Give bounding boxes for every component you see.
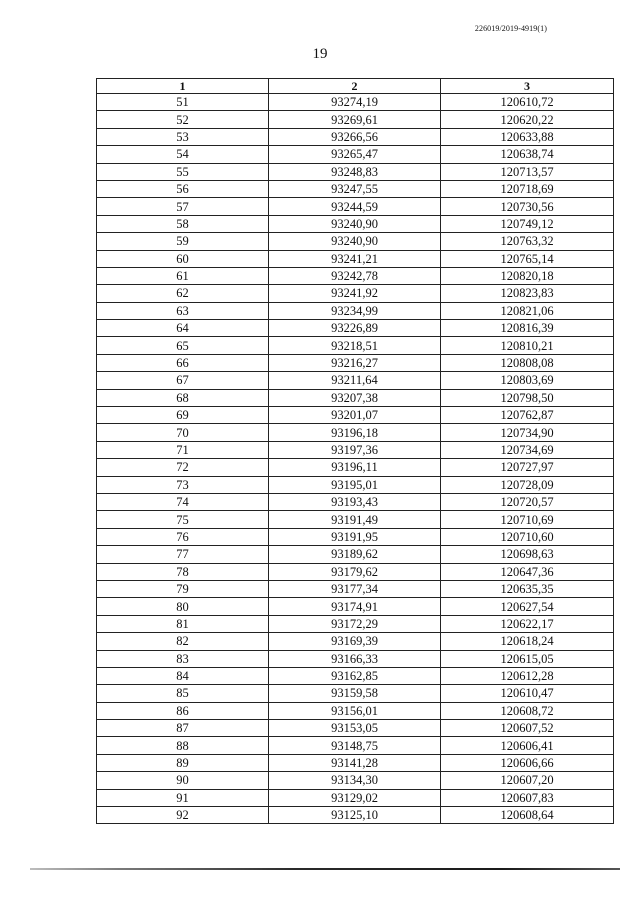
y-coordinate-cell: 120635,35 xyxy=(441,580,614,597)
y-coordinate-cell: 120607,20 xyxy=(441,772,614,789)
x-coordinate-cell: 93216,27 xyxy=(269,354,441,371)
y-coordinate-cell: 120727,97 xyxy=(441,459,614,476)
x-coordinate-cell: 93241,92 xyxy=(269,285,441,302)
x-coordinate-cell: 93172,29 xyxy=(269,615,441,632)
table-header xyxy=(97,79,614,94)
column-header-1: 1 xyxy=(97,79,269,94)
table-row xyxy=(97,302,614,319)
point-number-cell: 60 xyxy=(97,250,269,267)
point-number-cell: 54 xyxy=(97,146,269,163)
y-coordinate-cell: 120728,09 xyxy=(441,476,614,493)
table-row xyxy=(97,789,614,806)
table-row xyxy=(97,180,614,197)
y-coordinate-cell: 120803,69 xyxy=(441,372,614,389)
x-coordinate-cell: 93266,56 xyxy=(269,128,441,145)
y-coordinate-cell: 120816,39 xyxy=(441,320,614,337)
table-row xyxy=(97,720,614,737)
point-number-cell: 76 xyxy=(97,528,269,545)
point-number-cell: 64 xyxy=(97,320,269,337)
x-coordinate-cell: 93189,62 xyxy=(269,546,441,563)
y-coordinate-cell: 120612,28 xyxy=(441,667,614,684)
table-row xyxy=(97,250,614,267)
x-coordinate-cell: 93166,33 xyxy=(269,650,441,667)
point-number-cell: 77 xyxy=(97,546,269,563)
y-coordinate-cell: 120718,69 xyxy=(441,180,614,197)
y-coordinate-cell: 120698,63 xyxy=(441,546,614,563)
point-number-cell: 70 xyxy=(97,424,269,441)
y-coordinate-cell: 120606,66 xyxy=(441,754,614,771)
table-row xyxy=(97,94,614,111)
x-coordinate-cell: 93193,43 xyxy=(269,493,441,510)
table-row xyxy=(97,372,614,389)
y-coordinate-cell: 120798,50 xyxy=(441,389,614,406)
table-row xyxy=(97,407,614,424)
document-number: 226019/2019-4919(1) xyxy=(474,24,547,33)
x-coordinate-cell: 93141,28 xyxy=(269,754,441,771)
coordinates-table xyxy=(96,78,614,824)
point-number-cell: 83 xyxy=(97,650,269,667)
point-number-cell: 87 xyxy=(97,720,269,737)
table-row xyxy=(97,441,614,458)
table-row xyxy=(97,546,614,563)
table-row xyxy=(97,650,614,667)
x-coordinate-cell: 93191,95 xyxy=(269,528,441,545)
column-header-2: 2 xyxy=(269,79,441,94)
point-number-cell: 84 xyxy=(97,667,269,684)
x-coordinate-cell: 93244,59 xyxy=(269,198,441,215)
y-coordinate-cell: 120808,08 xyxy=(441,354,614,371)
y-coordinate-cell: 120627,54 xyxy=(441,598,614,615)
table-row xyxy=(97,111,614,128)
point-number-cell: 51 xyxy=(97,94,269,111)
table-row xyxy=(97,772,614,789)
table-row xyxy=(97,163,614,180)
table-row xyxy=(97,267,614,284)
point-number-cell: 55 xyxy=(97,163,269,180)
point-number-cell: 57 xyxy=(97,198,269,215)
table-body xyxy=(97,94,614,824)
table-row xyxy=(97,459,614,476)
x-coordinate-cell: 93241,21 xyxy=(269,250,441,267)
y-coordinate-cell: 120730,56 xyxy=(441,198,614,215)
table-row xyxy=(97,511,614,528)
point-number-cell: 75 xyxy=(97,511,269,528)
y-coordinate-cell: 120618,24 xyxy=(441,633,614,650)
y-coordinate-cell: 120823,83 xyxy=(441,285,614,302)
point-number-cell: 74 xyxy=(97,493,269,510)
table-row xyxy=(97,633,614,650)
point-number-cell: 90 xyxy=(97,772,269,789)
y-coordinate-cell: 120608,72 xyxy=(441,702,614,719)
x-coordinate-cell: 93226,89 xyxy=(269,320,441,337)
bottom-scan-rule xyxy=(30,868,620,870)
x-coordinate-cell: 93169,39 xyxy=(269,633,441,650)
x-coordinate-cell: 93153,05 xyxy=(269,720,441,737)
x-coordinate-cell: 93177,34 xyxy=(269,580,441,597)
y-coordinate-cell: 120638,74 xyxy=(441,146,614,163)
x-coordinate-cell: 93248,83 xyxy=(269,163,441,180)
x-coordinate-cell: 93179,62 xyxy=(269,563,441,580)
table-row xyxy=(97,754,614,771)
x-coordinate-cell: 93207,38 xyxy=(269,389,441,406)
x-coordinate-cell: 93242,78 xyxy=(269,267,441,284)
y-coordinate-cell: 120608,64 xyxy=(441,807,614,824)
table-header-row xyxy=(97,79,614,94)
y-coordinate-cell: 120763,32 xyxy=(441,233,614,250)
point-number-cell: 69 xyxy=(97,407,269,424)
page-number: 19 xyxy=(312,46,328,62)
x-coordinate-cell: 93174,91 xyxy=(269,598,441,615)
point-number-cell: 53 xyxy=(97,128,269,145)
point-number-cell: 67 xyxy=(97,372,269,389)
x-coordinate-cell: 93196,18 xyxy=(269,424,441,441)
point-number-cell: 89 xyxy=(97,754,269,771)
y-coordinate-cell: 120765,14 xyxy=(441,250,614,267)
y-coordinate-cell: 120749,12 xyxy=(441,215,614,232)
table-row xyxy=(97,615,614,632)
point-number-cell: 78 xyxy=(97,563,269,580)
table-row xyxy=(97,424,614,441)
x-coordinate-cell: 93134,30 xyxy=(269,772,441,789)
y-coordinate-cell: 120710,69 xyxy=(441,511,614,528)
point-number-cell: 61 xyxy=(97,267,269,284)
y-coordinate-cell: 120610,47 xyxy=(441,685,614,702)
table-row xyxy=(97,320,614,337)
table-row xyxy=(97,702,614,719)
y-coordinate-cell: 120633,88 xyxy=(441,128,614,145)
y-coordinate-cell: 120734,69 xyxy=(441,441,614,458)
x-coordinate-cell: 93211,64 xyxy=(269,372,441,389)
point-number-cell: 56 xyxy=(97,180,269,197)
point-number-cell: 65 xyxy=(97,337,269,354)
y-coordinate-cell: 120734,90 xyxy=(441,424,614,441)
x-coordinate-cell: 93269,61 xyxy=(269,111,441,128)
point-number-cell: 66 xyxy=(97,354,269,371)
x-coordinate-cell: 93240,90 xyxy=(269,233,441,250)
y-coordinate-cell: 120607,83 xyxy=(441,789,614,806)
x-coordinate-cell: 93129,02 xyxy=(269,789,441,806)
table-row xyxy=(97,128,614,145)
y-coordinate-cell: 120610,72 xyxy=(441,94,614,111)
point-number-cell: 52 xyxy=(97,111,269,128)
table-row xyxy=(97,580,614,597)
x-coordinate-cell: 93162,85 xyxy=(269,667,441,684)
point-number-cell: 81 xyxy=(97,615,269,632)
x-coordinate-cell: 93197,36 xyxy=(269,441,441,458)
y-coordinate-cell: 120710,60 xyxy=(441,528,614,545)
x-coordinate-cell: 93240,90 xyxy=(269,215,441,232)
x-coordinate-cell: 93196,11 xyxy=(269,459,441,476)
point-number-cell: 88 xyxy=(97,737,269,754)
table-row xyxy=(97,563,614,580)
y-coordinate-cell: 120810,21 xyxy=(441,337,614,354)
point-number-cell: 62 xyxy=(97,285,269,302)
table-row xyxy=(97,685,614,702)
y-coordinate-cell: 120620,22 xyxy=(441,111,614,128)
table-row xyxy=(97,233,614,250)
table-row xyxy=(97,389,614,406)
table-row xyxy=(97,667,614,684)
x-coordinate-cell: 93201,07 xyxy=(269,407,441,424)
x-coordinate-cell: 93195,01 xyxy=(269,476,441,493)
table-row xyxy=(97,807,614,824)
point-number-cell: 58 xyxy=(97,215,269,232)
point-number-cell: 71 xyxy=(97,441,269,458)
table-row xyxy=(97,354,614,371)
point-number-cell: 92 xyxy=(97,807,269,824)
x-coordinate-cell: 93159,58 xyxy=(269,685,441,702)
table-row xyxy=(97,476,614,493)
y-coordinate-cell: 120713,57 xyxy=(441,163,614,180)
table-row xyxy=(97,337,614,354)
x-coordinate-cell: 93191,49 xyxy=(269,511,441,528)
y-coordinate-cell: 120615,05 xyxy=(441,650,614,667)
table-row xyxy=(97,285,614,302)
table-row xyxy=(97,737,614,754)
x-coordinate-cell: 93247,55 xyxy=(269,180,441,197)
y-coordinate-cell: 120607,52 xyxy=(441,720,614,737)
x-coordinate-cell: 93148,75 xyxy=(269,737,441,754)
table-row xyxy=(97,198,614,215)
table-row xyxy=(97,146,614,163)
x-coordinate-cell: 93125,10 xyxy=(269,807,441,824)
x-coordinate-cell: 93234,99 xyxy=(269,302,441,319)
y-coordinate-cell: 120606,41 xyxy=(441,737,614,754)
table-row xyxy=(97,215,614,232)
point-number-cell: 79 xyxy=(97,580,269,597)
point-number-cell: 86 xyxy=(97,702,269,719)
point-number-cell: 80 xyxy=(97,598,269,615)
point-number-cell: 85 xyxy=(97,685,269,702)
point-number-cell: 72 xyxy=(97,459,269,476)
x-coordinate-cell: 93218,51 xyxy=(269,337,441,354)
y-coordinate-cell: 120821,06 xyxy=(441,302,614,319)
point-number-cell: 63 xyxy=(97,302,269,319)
point-number-cell: 82 xyxy=(97,633,269,650)
x-coordinate-cell: 93156,01 xyxy=(269,702,441,719)
y-coordinate-cell: 120820,18 xyxy=(441,267,614,284)
column-header-3: 3 xyxy=(441,79,614,94)
y-coordinate-cell: 120647,36 xyxy=(441,563,614,580)
point-number-cell: 68 xyxy=(97,389,269,406)
point-number-cell: 91 xyxy=(97,789,269,806)
y-coordinate-cell: 120720,57 xyxy=(441,493,614,510)
table-row xyxy=(97,598,614,615)
point-number-cell: 59 xyxy=(97,233,269,250)
point-number-cell: 73 xyxy=(97,476,269,493)
x-coordinate-cell: 93274,19 xyxy=(269,94,441,111)
y-coordinate-cell: 120622,17 xyxy=(441,615,614,632)
table-row xyxy=(97,493,614,510)
y-coordinate-cell: 120762,87 xyxy=(441,407,614,424)
x-coordinate-cell: 93265,47 xyxy=(269,146,441,163)
table-row xyxy=(97,528,614,545)
